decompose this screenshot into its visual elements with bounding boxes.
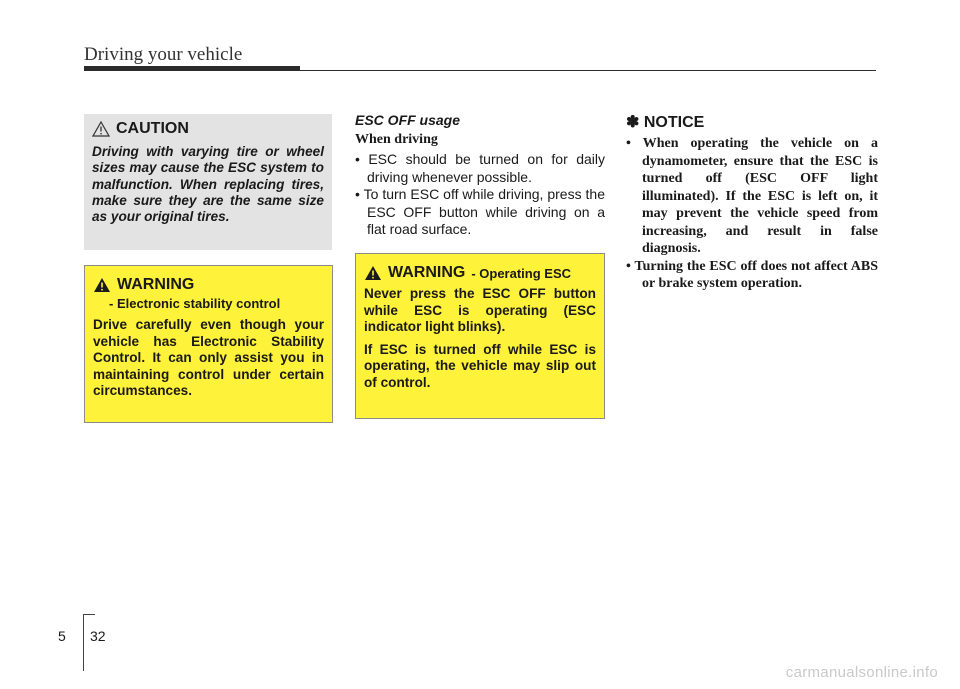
list-item: • ESC should be turned on for daily driving whenever possible. <box>355 151 605 185</box>
warning-triangle-icon <box>93 277 111 293</box>
page-divider <box>83 615 84 671</box>
warning-box-esc <box>84 265 333 423</box>
list-item: • To turn ESC off while driving, press the ESC OFF button while driving on a flat road surface. <box>355 186 605 237</box>
notice-section <box>626 112 878 293</box>
warning-box-operating <box>355 253 605 419</box>
warning-body <box>364 286 596 391</box>
caution-body: Driving with varying tire or wheel sizes may cause the ESC system to malfunction. When replacing tires, make sure they are the same size as your original tires. <box>92 144 324 225</box>
watermark: carmanualsonline.info <box>785 664 938 681</box>
warning-heading-text: WARNING <box>117 276 195 293</box>
warning-heading <box>364 264 596 282</box>
notice-list <box>626 135 878 293</box>
warning-subtitle: - Electronic stability control <box>109 296 281 311</box>
warning-heading-text: WARNING <box>388 264 466 281</box>
list-item-text: To turn ESC off while driving, press the ESC OFF button while driving on a flat road surface. <box>363 186 605 237</box>
chapter-number: 5 <box>58 628 66 644</box>
caution-box <box>84 114 332 250</box>
section-subheading: When driving <box>355 132 438 147</box>
page-number: 32 <box>90 628 106 644</box>
header-title: Driving your vehicle <box>84 44 243 65</box>
warning-paragraph: If ESC is turned off while ESC is operating, the vehicle may slip out of control. <box>364 341 596 390</box>
list-item: • When operating the vehicle on a dynamometer, ensure that the ESC is turned off (ESC OFF light illuminated). If the ESC is left on, it may prevent the vehicle speed from increasing, and result in false diagnosis. <box>626 136 878 256</box>
warning-heading <box>93 276 324 294</box>
header-rule <box>84 70 876 71</box>
list-item-text: When operating the vehicle on a dynamometer, ensure that the ESC is turned off (ESC OFF light illuminated). If the ESC is left on, it may prevent the vehicle speed from increasing, and result in false diagnosis. <box>642 136 878 256</box>
caution-heading <box>92 120 324 138</box>
warning-paragraph: Never press the ESC OFF button while ESC is operating (ESC indicator light blinks). <box>364 286 596 334</box>
list-item-text: Turning the ESC off does not affect ABS or brake system operation. <box>634 258 878 291</box>
list-item: • Turning the ESC off does not affect ABS or brake system operation. <box>626 258 878 291</box>
caution-heading-text: CAUTION <box>116 120 189 137</box>
warning-subtitle: - Operating ESC <box>471 266 572 281</box>
section-title: ESC OFF usage <box>355 112 461 128</box>
caution-triangle-icon <box>92 121 110 137</box>
notice-title: ✽ NOTICE <box>626 114 705 131</box>
footer-rule <box>83 614 95 615</box>
warning-triangle-icon <box>364 265 382 281</box>
list-item-text: ESC should be turned on for daily driving whenever possible. <box>367 151 605 185</box>
esc-off-bullets <box>355 151 605 239</box>
warning-body: Drive carefully even though your vehicle has Electronic Stability Control. It can only assist you in maintaining control under certain circumstances. <box>93 317 324 398</box>
